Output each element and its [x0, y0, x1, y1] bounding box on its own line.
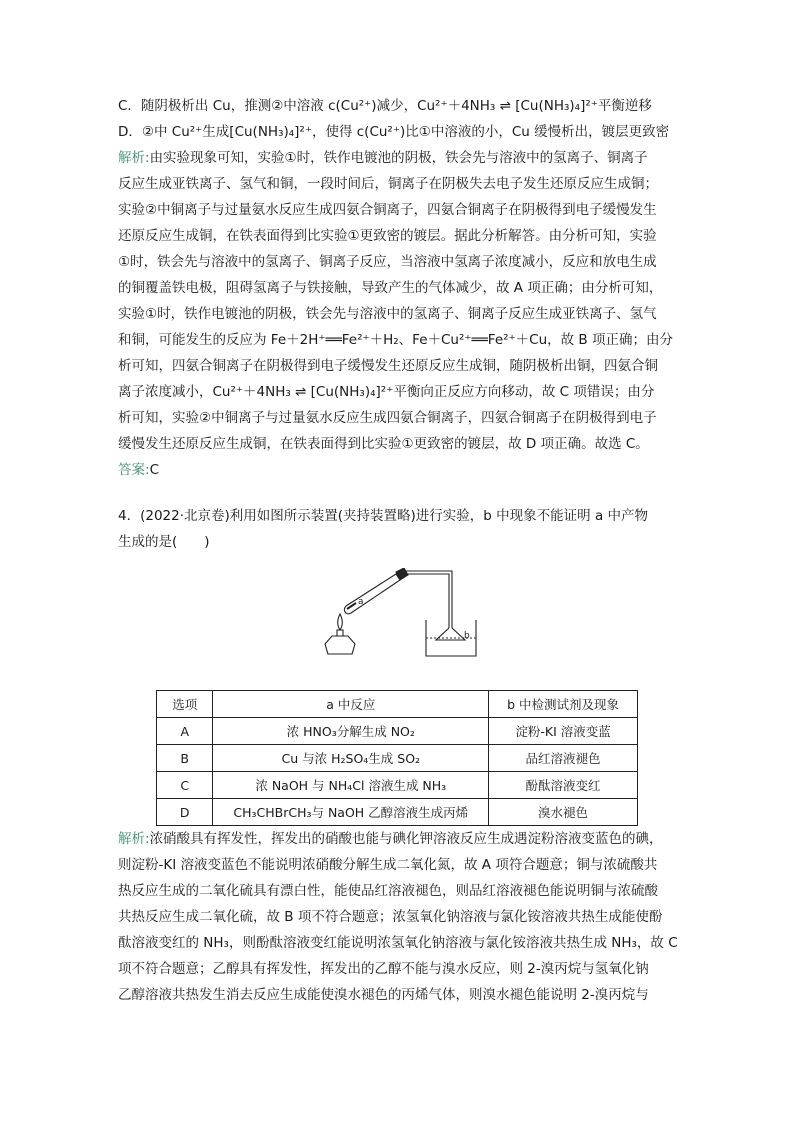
analysis-line: 酞溶液变红的 NH₃，则酚酞溶液变红能说明浓氢氧化钠溶液与氯化铵溶液共热生成 NH₃，故 C — [118, 935, 678, 951]
analysis-line: 的铜覆盖铁电极，阻碍氢离子与铁接触，导致产生的气体减少，故 A 项正确；由分析可知， — [118, 280, 663, 296]
analysis-line — [118, 145, 683, 171]
analysis-text: 浓硝酸具有挥发性，挥发出的硝酸也能与碘化钾溶液反应生成遇淀粉溶液变蓝色的碘， — [149, 831, 663, 847]
analysis-line: ①时，铁会先与溶液中的氢离子、铜离子反应，当溶液中氢离子浓度减小，反应和放电生成 — [118, 254, 657, 270]
question-4-line: 生成的是( ) — [118, 534, 210, 550]
analysis-line: 缓慢发生还原反应生成铜，在铁表面得到比实验①更致密的镀层，故 D 项正确。故选 C。 — [118, 436, 649, 452]
analysis-line: 乙醇溶液共热发生消去反应生成能使溴水褪色的丙烯气体，则溴水褪色能说明 2-溴丙烷与 — [118, 987, 649, 1003]
analysis-line: 析可知，实验②中铜离子与过量氨水反应生成四氨合铜离子，四氨合铜离子在阴极得到电子 — [118, 410, 657, 426]
table-header-cell: a 中反应 — [213, 691, 489, 718]
table-header-cell: 选项 — [157, 691, 213, 718]
table-cell: C — [157, 772, 213, 799]
table-row — [157, 718, 638, 745]
table-row — [157, 772, 638, 799]
analysis-line: 共热反应生成二氧化硫，故 B 项不符合题意；浓氢氧化钠溶液与氯化铵溶液共热生成能使酚 — [118, 909, 663, 925]
table-row — [157, 799, 638, 826]
options-table — [156, 690, 638, 826]
apparatus-figure — [318, 568, 478, 660]
figure-label-a: a — [358, 597, 364, 607]
question-4-line: 4．(2022·北京卷)利用如图所示装置(夹持装置略)进行实验，b 中现象不能证明 a 中产物 — [118, 508, 649, 524]
analysis-line: 则淀粉-KI 溶液变蓝色不能说明浓硝酸分解生成二氧化氮，故 A 项符合题意；铜与浓硫酸共 — [118, 857, 658, 873]
analysis-line: 实验①时，铁作电镀池的阴极，铁会先与溶液中的氢离子、铜离子反应生成亚铁离子、氢气 — [118, 306, 657, 322]
answer-label: 答案: — [118, 462, 150, 478]
table-cell: 浓 NaOH 与 NH₄Cl 溶液生成 NH₃ — [213, 772, 489, 799]
table-cell: Cu 与浓 H₂SO₄生成 SO₂ — [213, 745, 489, 772]
analysis-label: 解析: — [118, 150, 150, 166]
table-cell: CH₃CHBrCH₃与 NaOH 乙醇溶液生成丙烯 — [213, 799, 489, 826]
table-cell: 浓 HNO₃分解生成 NO₂ — [213, 718, 489, 745]
table-cell: A — [157, 718, 213, 745]
analysis-line: 项不符合题意；乙醇具有挥发性，挥发出的乙醇不能与溴水反应，则 2-溴丙烷与氢氧化钠 — [118, 961, 649, 977]
delivery-tube-icon — [406, 571, 452, 628]
figure-label-b: b — [464, 631, 470, 641]
table-cell: 酚酞溶液变红 — [489, 772, 638, 799]
answer-line — [118, 457, 683, 483]
alcohol-lamp-icon — [325, 636, 355, 654]
analysis-label: 解析: — [118, 831, 150, 847]
analysis-line: 实验②中铜离子与过量氨水反应生成四氨合铜离子，四氨合铜离子在阴极得到电子缓慢发生 — [118, 202, 657, 218]
answer-value: C — [149, 462, 159, 478]
analysis-line — [118, 826, 683, 852]
analysis-line: 热反应生成的二氧化硫具有漂白性，能使品红溶液褪色，则品红溶液褪色能说明铜与浓硫酸 — [118, 883, 658, 899]
analysis-line: 和铜，可能发生的反应为 Fe＋2H⁺══Fe²⁺＋H₂、Fe＋Cu²⁺══Fe²⁺＋Cu，故 B 项正确；由分 — [118, 332, 673, 348]
analysis-line: 反应生成亚铁离子、氢气和铜，一段时间后，铜离子在阴极失去电子发生还原反应生成铜； — [118, 176, 658, 192]
analysis-text: 由实验现象可知，实验①时，铁作电镀池的阴极，铁会先与溶液中的氢离子、铜离子 — [149, 150, 648, 166]
table-cell: 溴水褪色 — [489, 799, 638, 826]
analysis-line: 离子浓度减小，Cu²⁺＋4NH₃ ⇌ [Cu(NH₃)₄]²⁺平衡向正反应方向移动，故 C 项错误；由分 — [118, 384, 655, 400]
table-header-row — [157, 691, 638, 718]
analysis-line: 还原反应生成铜，在铁表面得到比实验①更致密的镀层。据此分析解答。由分析可知，实验 — [118, 228, 657, 244]
table-row — [157, 745, 638, 772]
analysis-line: 析可知，四氨合铜离子在阴极得到电子缓慢发生还原反应生成铜，随阴极析出铜，四氨合铜 — [118, 358, 658, 374]
test-tube-icon — [344, 574, 400, 614]
option-c: C．随阴极析出 Cu，推测②中溶液 c(Cu²⁺)减少，Cu²⁺＋4NH₃ ⇌ [Cu(NH₃)₄]²⁺平衡逆移 — [118, 98, 652, 114]
table-cell: D — [157, 799, 213, 826]
table-header-cell: b 中检测试剂及现象 — [489, 691, 638, 718]
table-cell: B — [157, 745, 213, 772]
table-cell: 品红溶液褪色 — [489, 745, 638, 772]
table-cell: 淀粉-KI 溶液变蓝 — [489, 718, 638, 745]
option-d: D．②中 Cu²⁺生成[Cu(NH₃)₄]²⁺，使得 c(Cu²⁺)比①中溶液的小，Cu 缓慢析出，镀层更致密 — [118, 124, 670, 140]
